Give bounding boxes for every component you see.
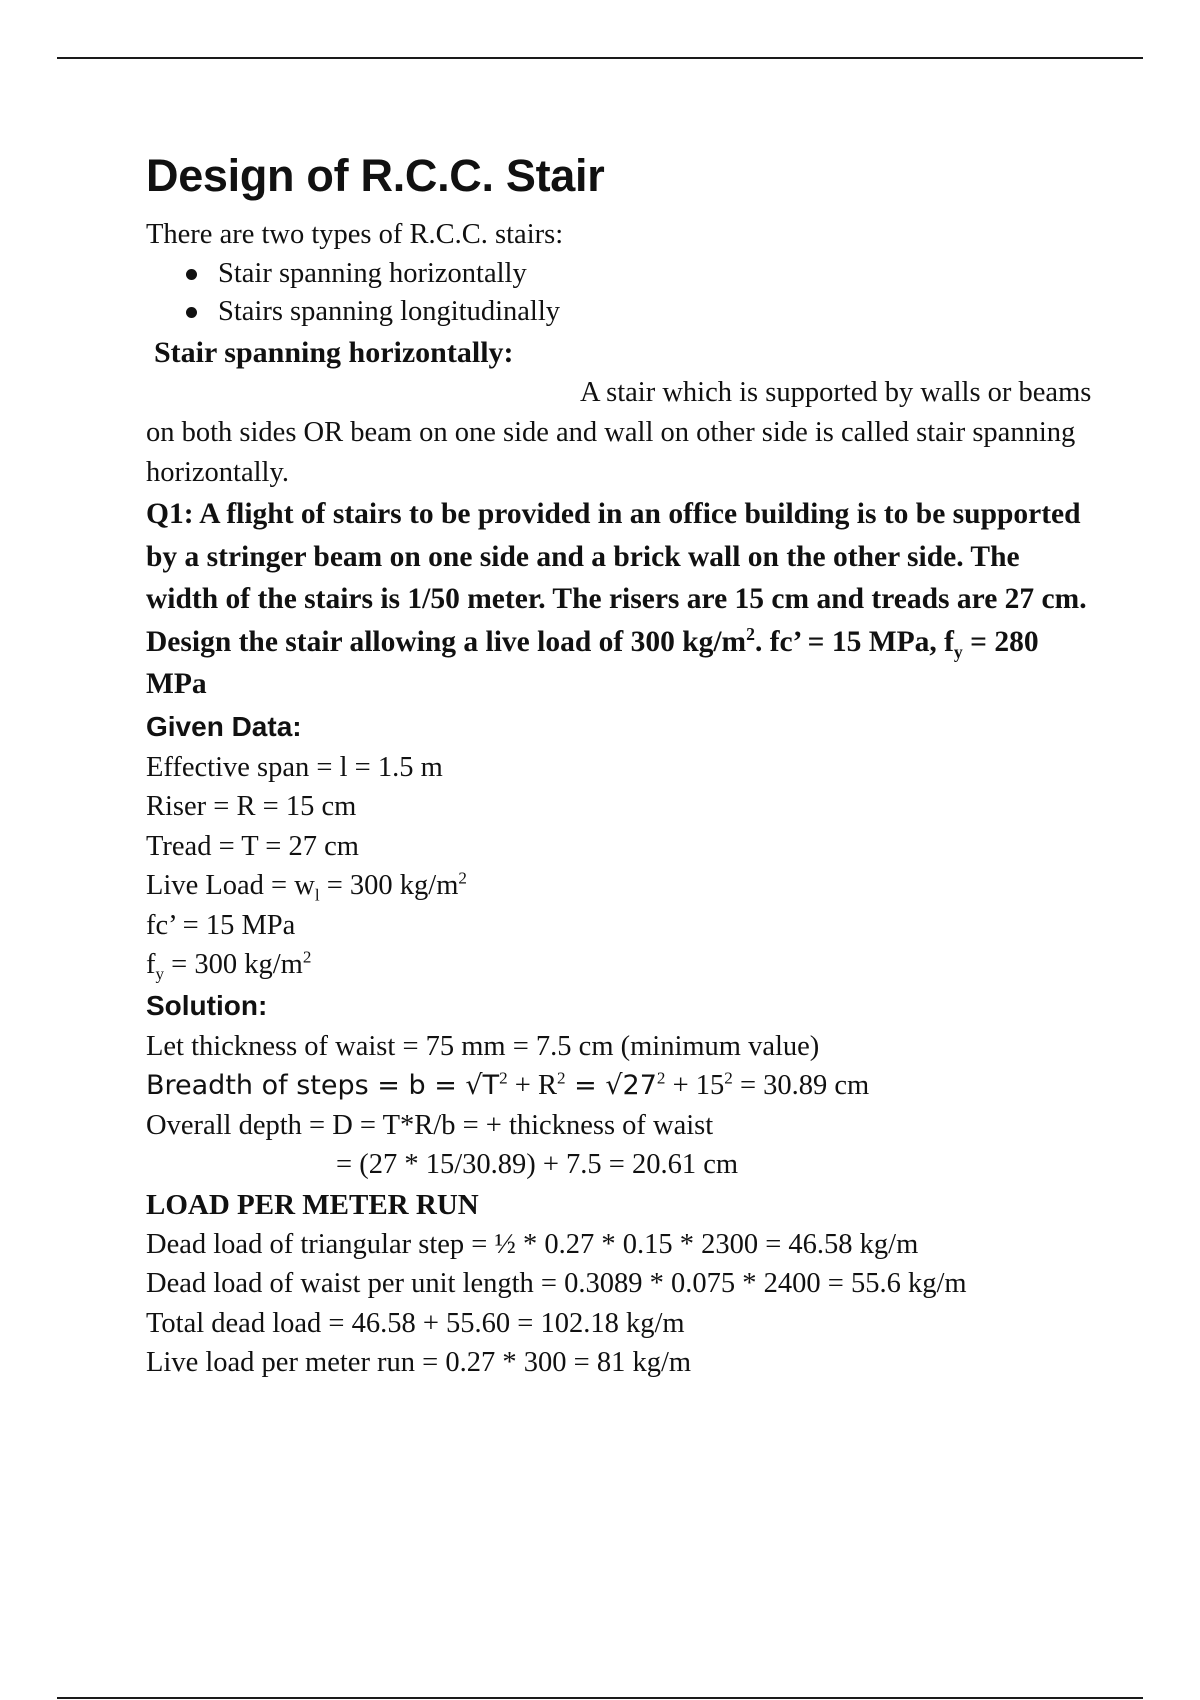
live-load-sub: l <box>314 885 320 905</box>
breadth-of-steps <box>146 1066 1096 1106</box>
section-text: A stair which is supported by walls or beams on both sides OR beam on one side and wall on other side is called stair spanning horizontally. <box>146 377 1092 488</box>
list-item <box>146 293 1096 331</box>
stair-types-list <box>146 255 1096 331</box>
breadth-sup-3: 2 <box>656 1068 666 1088</box>
top-rule <box>57 57 1143 59</box>
dead-load-waist: Dead load of waist per unit length = 0.3089 * 0.075 * 2400 = 55.6 kg/m <box>146 1268 967 1299</box>
given-riser: Riser = R = 15 cm <box>146 791 357 822</box>
list-item-label: Stairs spanning longitudinally <box>218 296 560 327</box>
breadth-part-c: = √27 <box>565 1070 657 1101</box>
fy-value: = 300 kg/m <box>164 949 303 980</box>
live-load-run: Live load per meter run = 0.27 * 300 = 81 kg/m <box>146 1347 692 1378</box>
fy-sub: y <box>155 964 165 984</box>
question-body-3: = 280 MPa <box>146 625 1039 700</box>
given-live-load <box>146 866 1096 906</box>
question-sup: 2 <box>746 623 755 644</box>
question-text <box>146 493 1096 706</box>
breadth-sup-1: 2 <box>499 1068 508 1088</box>
breadth-label: Breadth of steps = b = √T <box>146 1070 500 1101</box>
given-data-heading: Given Data: <box>146 710 302 742</box>
breadth-part-b: + R <box>507 1070 557 1101</box>
list-item-label: Stair spanning horizontally <box>218 258 527 289</box>
bullet-icon <box>186 307 197 318</box>
bullet-icon <box>186 269 197 280</box>
load-heading: LOAD PER METER RUN <box>146 1188 479 1221</box>
question-sub: y <box>953 641 963 662</box>
total-dead-load: Total dead load = 46.58 + 55.60 = 102.18 kg/m <box>146 1307 685 1339</box>
breadth-sup-2: 2 <box>557 1068 566 1088</box>
document-page <box>146 145 1096 1383</box>
dead-load-triangular: Dead load of triangular step = ½ * 0.27 * 0.15 * 2300 = 46.58 kg/m <box>146 1228 919 1260</box>
breadth-part-e: = 30.89 cm <box>732 1070 870 1101</box>
overall-depth: Overall depth = D = T*R/b = + thickness of waist <box>146 1109 714 1141</box>
list-item <box>146 255 1096 293</box>
overall-depth-calc: = (27 * 15/30.89) + 7.5 = 20.61 cm <box>336 1149 739 1180</box>
question-body-2: . fc’ = 15 MPa, f <box>754 625 954 658</box>
question-body: Q1: A flight of stairs to be provided in an office building is to be supported by a stringer beam on one side and a brick wall on the other side. The width of the stairs is 1/50 meter. The risers are 15 cm and treads are 27 cm. Design the stair allowing a live load of 300 kg/m <box>146 498 1087 658</box>
given-fy <box>146 945 1096 985</box>
bottom-rule <box>57 1697 1143 1699</box>
fy-sup: 2 <box>302 947 312 967</box>
live-load-label: Live Load = w <box>146 870 315 901</box>
live-load-sup: 2 <box>458 868 467 888</box>
live-load-value: = 300 kg/m <box>319 870 459 901</box>
page-title: Design of R.C.C. Stair <box>146 150 605 201</box>
waist-thickness: Let thickness of waist = 75 mm = 7.5 cm (minimum value) <box>146 1030 820 1062</box>
fy-label: f <box>146 949 156 980</box>
breadth-sup-4: 2 <box>724 1068 733 1088</box>
given-span: Effective span = l = 1.5 m <box>146 751 443 783</box>
section-heading: Stair spanning horizontally: <box>154 336 514 369</box>
intro-text: There are two types of R.C.C. stairs: <box>146 219 564 250</box>
breadth-part-d: + 15 <box>665 1070 725 1101</box>
given-fc: fc’ = 15 MPa <box>146 909 296 941</box>
given-tread: Tread = T = 27 cm <box>146 830 359 862</box>
solution-heading: Solution: <box>146 989 268 1021</box>
